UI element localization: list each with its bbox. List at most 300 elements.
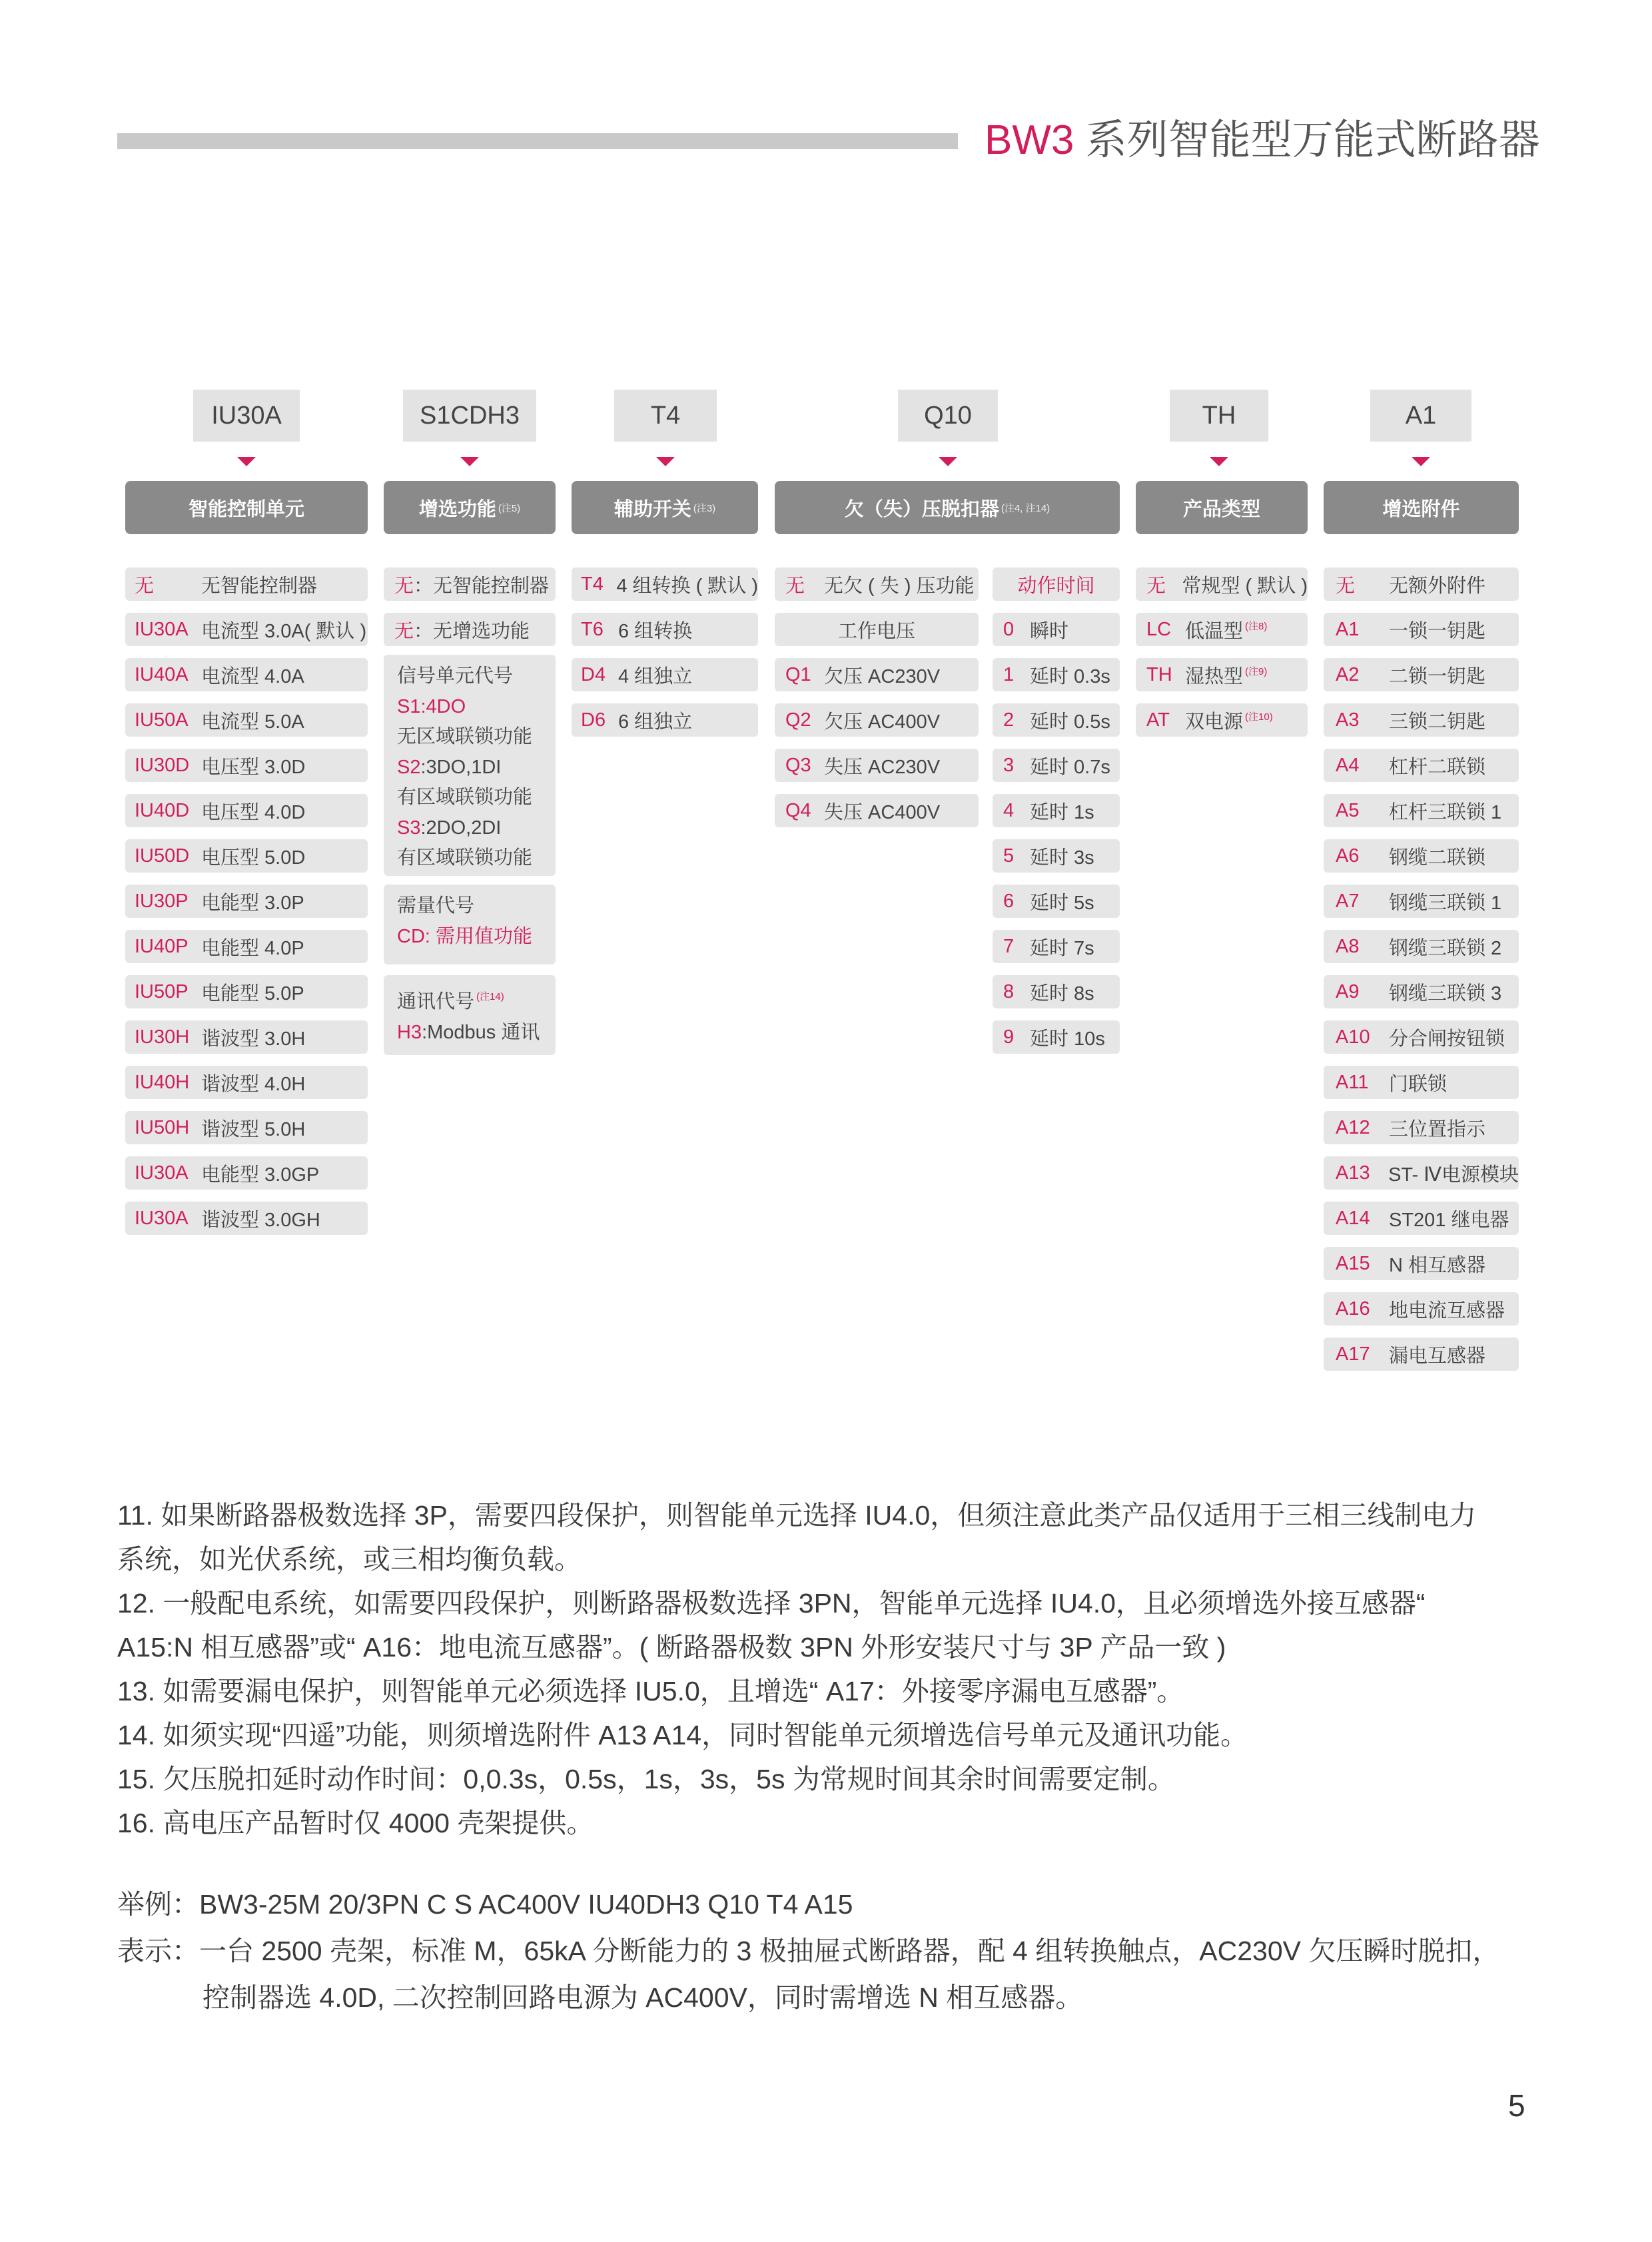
list-item — [1324, 1292, 1519, 1325]
option-label — [1389, 1024, 1505, 1051]
signal-desc: 有区域联锁功能 — [397, 787, 533, 808]
list-item — [1324, 1247, 1519, 1280]
option-label-text: 钢缆三联锁 3 — [1389, 982, 1502, 1004]
list-item — [125, 567, 368, 601]
list-item — [1324, 975, 1519, 1008]
option-label — [1030, 843, 1094, 870]
option-code: TH — [1146, 663, 1172, 685]
list-item — [1324, 1156, 1519, 1190]
comm-item — [397, 1018, 556, 1048]
signal-s3 — [397, 813, 556, 844]
option-label-text: 电压型 4.0D — [201, 801, 306, 823]
list-item — [993, 839, 1120, 873]
note-ref: (注8) — [1245, 620, 1268, 632]
option-label — [1389, 1296, 1505, 1323]
comm-value: :Modbus 通讯 — [422, 1021, 540, 1043]
page-title — [985, 107, 1540, 166]
list-item — [775, 794, 979, 827]
option-label: ：无增选功能 — [414, 620, 530, 642]
option-label — [1030, 752, 1110, 779]
code-box-aux-switch: T4 — [614, 390, 717, 442]
option-label — [1182, 571, 1308, 598]
option-code: A17 — [1336, 1343, 1370, 1365]
list-item — [125, 885, 368, 918]
option-label-text: 杠杆三联锁 1 — [1389, 801, 1502, 823]
option-code: IU40P — [135, 935, 189, 957]
option-label — [201, 1205, 320, 1232]
option-label — [1389, 571, 1485, 598]
option-label-text: 地电流互感器 — [1389, 1300, 1505, 1321]
note-ref: (注4, 注14) — [1001, 502, 1050, 514]
option-label — [1030, 661, 1110, 689]
option-label-text: 瞬时 — [1030, 620, 1069, 642]
code-box-accessory: A1 — [1370, 390, 1471, 442]
list-item — [125, 839, 368, 873]
option-label-text: 延时 7s — [1030, 937, 1094, 959]
explain-line2: 控制器选 4.0D, 二次控制回路电源为 AC400V，同时需增选 N 相互感器。 — [203, 1982, 1083, 2013]
option-label-text: 三位置指示 — [1389, 1118, 1486, 1140]
option-label — [201, 616, 366, 643]
option-code: IU30H — [135, 1026, 190, 1048]
action-time-header — [993, 567, 1120, 601]
option-code: A7 — [1336, 890, 1360, 912]
option-label-text: 湿热型 — [1185, 665, 1244, 687]
option-label — [1185, 661, 1267, 689]
option-label-text: 延时 3s — [1030, 847, 1094, 869]
list-item — [125, 1020, 368, 1054]
option-label-text: 失压 AC400V — [824, 801, 941, 823]
option-label-text: 4 组独立 — [618, 665, 693, 687]
list-item — [775, 658, 979, 691]
option-label — [1388, 1160, 1519, 1187]
list-item — [1136, 567, 1308, 601]
option-code: LC — [1146, 618, 1172, 640]
example-line — [117, 1882, 853, 1922]
option-label — [1185, 616, 1267, 643]
code-box-optional-function: S1CDH3 — [403, 390, 536, 442]
option-label — [201, 1160, 319, 1187]
option-code: 7 — [1003, 935, 1015, 957]
option-code: 5 — [1003, 845, 1015, 867]
option-label — [618, 707, 692, 734]
category-product-type — [1136, 481, 1308, 534]
signal-s2 — [397, 753, 556, 783]
option-code: IU40A — [135, 663, 189, 685]
option-label-text: 延时 10s — [1030, 1028, 1105, 1050]
option-label-text: 电压型 3.0D — [201, 756, 306, 778]
option-label-text: 三锁二钥匙 — [1389, 711, 1486, 733]
category-label: 智能控制单元 — [188, 498, 304, 520]
option-label-text: 门联锁 — [1389, 1073, 1447, 1095]
option-label — [201, 707, 304, 734]
option-label-text: 4 组转换 ( 默认 ) — [616, 575, 758, 597]
option-label-text: 无智能控制器 — [201, 575, 318, 597]
option-code: A10 — [1336, 1026, 1370, 1048]
list-item — [1324, 1111, 1519, 1144]
signal-code: S2 — [397, 756, 421, 778]
category-label: 增选附件 — [1382, 498, 1460, 520]
option-code: IU30A — [135, 618, 189, 640]
signal-value: :3DO,1DI — [420, 756, 502, 778]
option-code: A11 — [1336, 1071, 1369, 1093]
option-code: 4 — [1003, 799, 1015, 821]
category-control-unit — [125, 481, 368, 534]
list-item — [1136, 658, 1308, 691]
option-label-text: 杠杆二联锁 — [1389, 756, 1486, 778]
optional-none-function — [384, 613, 556, 646]
list-item — [993, 613, 1120, 646]
page-number: 5 — [1508, 2088, 1525, 2123]
note-ref: (注10) — [1245, 711, 1273, 723]
option-label — [1030, 933, 1094, 960]
option-code: A8 — [1336, 935, 1360, 957]
list-item — [993, 703, 1120, 737]
option-label — [1389, 843, 1485, 870]
list-item — [1324, 1066, 1519, 1099]
note-ref: (注9) — [1245, 665, 1268, 677]
option-label — [1389, 978, 1501, 1006]
explain-label: 表示： — [117, 1936, 199, 1966]
option-label — [618, 661, 692, 689]
demand-item — [397, 922, 556, 952]
list-item — [125, 658, 368, 691]
list-item — [775, 703, 979, 737]
list-item — [993, 794, 1120, 827]
option-label-text: 二锁一钥匙 — [1389, 665, 1486, 687]
option-label-text: 电能型 3.0GP — [201, 1164, 320, 1186]
arrow-down-icon — [1210, 457, 1228, 466]
option-code: AT — [1146, 709, 1170, 731]
list-item — [1324, 749, 1519, 782]
category-label: 欠（失）压脱扣器 — [844, 498, 999, 520]
option-label-text: 延时 0.3s — [1030, 665, 1110, 687]
category-undervoltage — [775, 481, 1120, 534]
list-item — [1324, 885, 1519, 918]
list-item — [125, 1066, 368, 1099]
option-label-text: 欠压 AC230V — [824, 665, 941, 687]
list-item — [125, 613, 368, 646]
option-label: 无欠 ( 失 ) 压功能 — [824, 575, 975, 597]
arrow-down-icon — [656, 457, 675, 466]
option-label — [1389, 661, 1485, 689]
option-code: 无 — [135, 575, 155, 597]
action-time-label: 动作时间 — [1017, 575, 1095, 597]
option-label — [1030, 978, 1094, 1006]
option-label-text: 谐波型 3.0GH — [201, 1209, 320, 1231]
option-label-text: 电压型 5.0D — [201, 847, 306, 869]
title-text: 系列智能型万能式断路器 — [1074, 117, 1540, 163]
option-code: 3 — [1003, 754, 1015, 776]
category-aux-switch — [572, 481, 758, 534]
option-label-text: 电能型 5.0P — [201, 982, 304, 1004]
code-box-undervoltage: Q10 — [898, 390, 998, 442]
example-text: BW3-25M 20/3PN C S AC400V IU40DH3 Q10 T4 A15 — [199, 1889, 853, 1920]
option-label — [1185, 707, 1273, 734]
note-12-line2: A15:N 相互感器”或“ A16：地电流互感器”。( 断路器极数 3PN 外形安装尺寸与 3P 产品一致 ) — [117, 1632, 1226, 1663]
option-code: Q4 — [785, 799, 811, 821]
option-code: IU50H — [135, 1116, 190, 1138]
option-label-text: 电能型 4.0P — [201, 937, 304, 959]
option-label: ：无智能控制器 — [414, 575, 550, 597]
option-label — [201, 571, 317, 598]
code-box-product-type: TH — [1170, 390, 1268, 442]
list-item — [125, 975, 368, 1008]
signal-unit-group — [384, 655, 556, 876]
explain-line1 — [117, 1929, 1499, 1968]
list-item — [125, 749, 368, 782]
list-item — [572, 658, 758, 691]
option-label — [618, 616, 692, 643]
category-label: 辅助开关 — [614, 498, 691, 520]
arrow-down-icon — [237, 457, 256, 466]
option-code: 2 — [1003, 709, 1015, 731]
option-code: 6 — [1003, 890, 1015, 912]
option-label-text: 延时 0.7s — [1030, 756, 1110, 778]
signal-value: :4DO — [420, 695, 466, 717]
optional-none-controller — [384, 567, 556, 601]
option-label — [824, 752, 940, 779]
list-item — [1324, 839, 1519, 873]
option-code: Q2 — [785, 709, 811, 731]
option-label-text: 分合闸按钮锁 — [1389, 1028, 1505, 1050]
option-label-text: 欠压 AC400V — [824, 711, 941, 733]
option-code: 1 — [1003, 663, 1015, 685]
option-code: D6 — [581, 709, 606, 731]
option-code: IU30A — [135, 1162, 189, 1184]
option-label-text: 双电源 — [1185, 711, 1244, 733]
option-code: D4 — [581, 663, 606, 685]
list-item — [993, 749, 1120, 782]
demand-value: : 需用值功能 — [424, 925, 533, 947]
option-label — [201, 888, 304, 915]
option-code: A1 — [1336, 618, 1360, 640]
option-code: IU40H — [135, 1071, 190, 1093]
option-label-text: 6 组转换 — [618, 620, 693, 642]
note-ref: (注14) — [476, 991, 504, 1002]
option-label-text: 延时 8s — [1030, 982, 1094, 1004]
option-label-text: 电流型 3.0A( 默认 ) — [201, 620, 367, 642]
option-code: A12 — [1336, 1116, 1370, 1138]
option-label-text: 电流型 4.0A — [201, 665, 304, 687]
option-code: IU50P — [135, 980, 189, 1002]
option-code: IU50A — [135, 709, 189, 731]
option-label — [1389, 1205, 1509, 1232]
option-label-text: 低温型 — [1185, 620, 1244, 642]
option-label-text: 谐波型 3.0H — [201, 1028, 306, 1050]
option-label — [201, 752, 305, 779]
list-item — [993, 658, 1120, 691]
option-label — [201, 1024, 305, 1051]
list-item — [993, 885, 1120, 918]
option-code: 0 — [1003, 618, 1015, 640]
option-label — [1030, 616, 1068, 643]
list-item — [572, 613, 758, 646]
option-code: A15 — [1336, 1252, 1370, 1274]
option-code: A5 — [1336, 799, 1360, 821]
note-ref: (注5) — [498, 502, 521, 514]
option-label-text: 无额外附件 — [1389, 575, 1486, 597]
option-code: IU30A — [135, 1207, 189, 1229]
option-label-text: 漏电互感器 — [1389, 1345, 1486, 1367]
option-code: 无 — [1336, 575, 1356, 597]
option-label — [201, 797, 305, 825]
option-label-text: 谐波型 5.0H — [201, 1118, 306, 1140]
signal-unit-title: 信号单元代号 — [397, 665, 514, 687]
option-label-text: 6 组独立 — [618, 711, 693, 733]
list-item — [125, 930, 368, 963]
option-code: A3 — [1336, 709, 1360, 731]
option-label-text: 电能型 3.0P — [201, 892, 304, 914]
note-14: 14. 如须实现“四遥”功能，则须增选附件 A13 A14，同时智能单元须增选信号单元及通讯功能。 — [117, 1720, 1248, 1750]
option-code: 无 — [1146, 575, 1166, 597]
option-label-text: 失压 AC230V — [824, 756, 941, 778]
option-label — [1389, 752, 1485, 779]
option-label — [1030, 888, 1094, 915]
option-label — [1389, 797, 1501, 825]
category-optional-function — [384, 481, 556, 534]
note-16: 16. 高电压产品暂时仅 4000 壳架提供。 — [117, 1808, 594, 1838]
option-label — [1389, 933, 1501, 960]
option-label-text: 钢缆三联锁 1 — [1389, 892, 1502, 914]
comm-title-text: 通讯代号 — [397, 991, 475, 1012]
arrow-down-icon — [939, 457, 957, 466]
demand-code: CD — [397, 925, 425, 947]
option-label — [1030, 1024, 1105, 1051]
arrow-down-icon — [1412, 457, 1430, 466]
option-code: Q1 — [785, 663, 811, 685]
option-code: 无 — [394, 575, 414, 597]
comm-title — [397, 982, 556, 1018]
option-label-text: 一锁一钥匙 — [1389, 620, 1486, 642]
list-item — [572, 567, 758, 601]
list-item — [1324, 1337, 1519, 1371]
list-item — [1324, 1020, 1519, 1054]
signal-desc: 无区域联锁功能 — [397, 726, 533, 747]
signal-code: S1 — [397, 695, 421, 717]
header-bar — [117, 133, 958, 149]
option-code: 9 — [1003, 1026, 1015, 1048]
code-box-control-unit: IU30A — [193, 390, 300, 442]
list-item — [1324, 1202, 1519, 1235]
note-12-line1: 12. 一般配电系统，如需要四段保护，则断路器极数选择 3PN，智能单元选择 IU4.0，且必须增选外接互感器“ — [117, 1588, 1426, 1619]
option-label — [1389, 1069, 1447, 1096]
option-label-text: 钢缆二联锁 — [1389, 847, 1486, 869]
option-code: A4 — [1336, 754, 1360, 776]
option-label — [1030, 707, 1110, 734]
option-label — [1030, 797, 1094, 825]
list-item — [125, 794, 368, 827]
option-label-text: ST- Ⅳ电源模块 — [1388, 1164, 1519, 1186]
option-code: A16 — [1336, 1298, 1370, 1319]
note-13: 13. 如需要漏电保护，则智能单元必须选择 IU5.0，且增选“ A17：外接零序漏电互感器”。 — [117, 1676, 1184, 1706]
option-label — [1389, 1341, 1485, 1368]
working-voltage-label: 工作电压 — [837, 620, 915, 642]
option-label — [201, 978, 304, 1006]
option-code: A13 — [1336, 1162, 1370, 1184]
comm-group — [384, 975, 556, 1055]
note-15: 15. 欠压脱扣延时动作时间：0,0.3s，0.5s，1s，3s，5s 为常规时间其余时间需要定制。 — [117, 1764, 1175, 1794]
option-code: IU50D — [135, 845, 190, 867]
list-item — [993, 975, 1120, 1008]
list-item — [1324, 658, 1519, 691]
list-item — [775, 749, 979, 782]
option-code: T6 — [581, 618, 604, 640]
option-code: T4 — [581, 573, 604, 595]
option-label — [616, 571, 758, 598]
option-label — [824, 661, 940, 689]
option-label-text: 钢缆三联锁 2 — [1389, 937, 1502, 959]
demand-title: 需量代号 — [397, 895, 475, 917]
option-code: 无 — [785, 575, 805, 597]
example-label: 举例： — [117, 1889, 199, 1920]
list-item — [1136, 613, 1308, 646]
option-code: 8 — [1003, 980, 1015, 1002]
list-item — [1324, 930, 1519, 963]
list-item — [1136, 703, 1308, 737]
list-item — [1324, 567, 1519, 601]
signal-value: :2DO,2DI — [420, 817, 502, 839]
option-label-text: 常规型 ( 默认 ) — [1182, 575, 1308, 597]
note-11-line2: 系统，如光伏系统，或三相均衡负载。 — [117, 1544, 582, 1575]
option-code: A6 — [1336, 845, 1360, 867]
list-item — [1324, 794, 1519, 827]
series-name: BW3 — [985, 117, 1074, 163]
option-label-text: N 相互感器 — [1389, 1254, 1486, 1276]
option-label — [1389, 707, 1485, 734]
option-label — [201, 933, 304, 960]
option-code: A2 — [1336, 663, 1360, 685]
category-accessory — [1324, 481, 1519, 534]
option-label — [201, 661, 304, 689]
option-label — [1389, 1250, 1485, 1278]
note-11-line1: 11. 如果断路器极数选择 3P，需要四段保护，则智能单元选择 IU4.0，但须注意此类产品仅适用于三相三线制电力 — [117, 1500, 1477, 1531]
option-label-text: 电流型 5.0A — [201, 711, 304, 733]
list-item — [993, 1020, 1120, 1054]
arrow-down-icon — [460, 457, 479, 466]
list-item — [125, 1111, 368, 1144]
working-voltage-header — [775, 613, 979, 646]
option-label — [1389, 888, 1501, 915]
option-label-text: 谐波型 4.0H — [201, 1073, 306, 1095]
list-item — [125, 1156, 368, 1190]
option-label-text: 延时 1s — [1030, 801, 1094, 823]
category-label: 产品类型 — [1182, 498, 1260, 520]
signal-s1 — [397, 692, 556, 723]
signal-code: S3 — [397, 817, 421, 839]
option-label — [824, 707, 940, 734]
option-label — [1389, 616, 1485, 643]
option-code: IU30P — [135, 890, 189, 912]
option-label — [1389, 1114, 1485, 1142]
option-label — [201, 1069, 305, 1096]
list-item — [1324, 613, 1519, 646]
option-label — [201, 1114, 305, 1142]
demand-group — [384, 885, 556, 964]
option-code: 无 — [394, 620, 414, 642]
option-label-text: 延时 0.5s — [1030, 711, 1110, 733]
option-code: Q3 — [785, 754, 811, 776]
list-item — [125, 1202, 368, 1235]
undervoltage-none — [775, 567, 979, 601]
option-code: IU30D — [135, 754, 190, 776]
comm-code: H3 — [397, 1021, 422, 1043]
option-label — [824, 797, 940, 825]
option-label-text: ST201 继电器 — [1389, 1209, 1509, 1231]
option-label — [201, 843, 305, 870]
explain-text: 一台 2500 壳架，标准 M，65kA 分断能力的 3 极抽屉式断路器，配 4 组转换触点，AC230V 欠压瞬时脱扣， — [199, 1936, 1500, 1966]
list-item — [572, 703, 758, 737]
list-item — [1324, 703, 1519, 737]
